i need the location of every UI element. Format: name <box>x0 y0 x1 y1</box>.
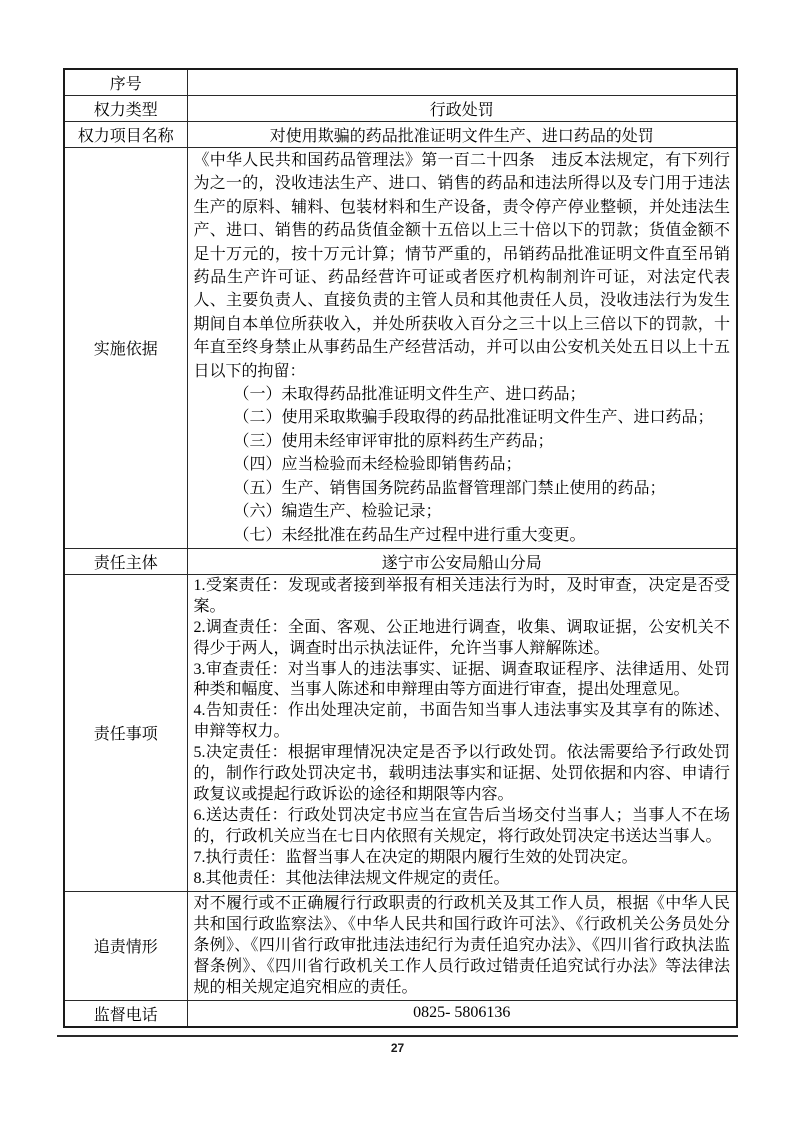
row-value-serial-number <box>187 69 737 96</box>
table-row-supervision-phone <box>64 1000 737 1027</box>
basis-item-2: （二）使用采取欺骗手段取得的药品批准证明文件生产、进口药品； <box>233 409 714 427</box>
accountability-paragraph: 对不履行或不正确履行行政职责的行政机关及其工作人员，根据《中华人民共和国行政监察法》、《中华人民共和国行政许可法》、《行政机关公务员处分条例》、《四川省行政审批违法违纪行为责任追究办法》、《四川省行政执法监督条例》、《四川省行政机关工作人员行政过错责任追究试行办法》等法律法规的相关规定追究相应的责任。 <box>193 894 730 997</box>
row-value-responsibility-matters <box>187 574 737 891</box>
row-label-accountability-situations: 追责情形 <box>64 891 187 1000</box>
row-value-accountability-situations <box>187 891 737 1000</box>
table-row-power-type <box>64 96 737 122</box>
footer-divider <box>57 1035 738 1037</box>
row-value-power-type: 行政处罚 <box>187 96 737 122</box>
duty-item-1: 1.受案责任：发现或者接到举报有相关违法行为时，及时审查，决定是否受案。 <box>193 576 730 615</box>
table-row-responsibility-subject <box>64 548 737 574</box>
row-value-implementation-basis <box>187 148 737 549</box>
basis-item-3: （三）使用未经审评审批的原料药生产药品； <box>233 432 554 450</box>
row-value-supervision-phone: 0825- 5806136 <box>187 1000 737 1027</box>
row-value-power-item-name: 对使用欺骗的药品批准证明文件生产、进口药品的处罚 <box>187 122 737 148</box>
table-row-implementation-basis <box>64 148 737 549</box>
basis-item-1: （一）未取得药品批准证明文件生产、进口药品； <box>233 386 586 404</box>
duty-item-7: 7.执行责任：监督当事人在决定的期限内履行生效的处罚决定。 <box>193 848 638 866</box>
basis-item-6: （六）编造生产、检验记录； <box>233 503 442 521</box>
basis-item-7: （七）未经批准在药品生产过程中进行重大变更。 <box>233 526 586 544</box>
table-row-power-item-name <box>64 122 737 148</box>
row-label-supervision-phone: 监督电话 <box>64 1000 187 1027</box>
row-label-implementation-basis: 实施依据 <box>64 148 187 549</box>
table-row-serial-number <box>64 69 737 96</box>
duty-item-8: 8.其他责任：其他法律法规文件规定的责任。 <box>193 869 510 887</box>
row-label-responsibility-subject: 责任主体 <box>64 548 187 574</box>
duty-item-3: 3.审查责任：对当事人的违法事实、证据、调查取证程序、法律适用、处罚种类和幅度、当事人陈述和申辩理由等方面进行审查，提出处理意见。 <box>193 660 730 699</box>
row-label-serial-number: 序号 <box>64 69 187 96</box>
basis-paragraph: 《中华人民共和国药品管理法》第一百二十四条 违反本法规定，有下列行为之一的，没收违法生产、进口、销售的药品和违法所得以及专门用于违法生产的原料、辅料、包装材料和生产设备，责令停产停业整顿，并处违法生产、进口、销售的药品货值金额十五倍以上三十倍以下的罚款；货值金额不足十万元的，按十万元计算；情节严重的，吊销药品批准证明文件直至吊销药品生产许可证、药品经营许可证或者医疗机构制剂许可证，对法定代表人、主要负责人、直接负责的主管人员和其他责任人员，没收违法行为发生期间自本单位所获收入，并处所获收入百分之三十以上三倍以下的罚款，十年直至终身禁止从事药品生产经营活动，并可以由公安机关处五日以上十五日以下的拘留： <box>193 152 730 380</box>
table-row-responsibility-matters <box>64 574 737 891</box>
basis-item-5: （五）生产、销售国务院药品监督管理部门禁止使用的药品； <box>233 479 666 497</box>
duty-item-2: 2.调查责任：全面、客观、公正地进行调查，收集、调取证据，公安机关不得少于两人，调查时出示执法证件，允许当事人辩解陈述。 <box>193 618 730 657</box>
duty-item-5: 5.决定责任：根据审理情况决定是否予以行政处罚。依法需要给予行政处罚的，制作行政处罚决定书，载明违法事实和证据、处罚依据和内容、申请行政复议或提起行政诉讼的途径和期限等内容。 <box>193 744 730 803</box>
table-row-accountability-situations <box>64 891 737 1000</box>
row-value-responsibility-subject: 遂宁市公安局船山分局 <box>187 548 737 574</box>
row-label-responsibility-matters: 责任事项 <box>64 574 187 891</box>
row-label-power-item-name: 权力项目名称 <box>64 122 187 148</box>
row-label-power-type: 权力类型 <box>64 96 187 122</box>
duty-item-6: 6.送达责任：行政处罚决定书应当在宣告后当场交付当事人；当事人不在场的，行政机关应当在七日内依照有关规定，将行政处罚决定书送达当事人。 <box>193 806 730 845</box>
power-item-table <box>63 68 738 1028</box>
duty-item-4: 4.告知责任：作出处理决定前，书面告知当事人违法事实及其享有的陈述、申辩等权力。 <box>193 702 730 741</box>
basis-item-4: （四）应当检验而未经检验即销售药品； <box>233 456 522 474</box>
page-number: 27 <box>390 1041 405 1055</box>
